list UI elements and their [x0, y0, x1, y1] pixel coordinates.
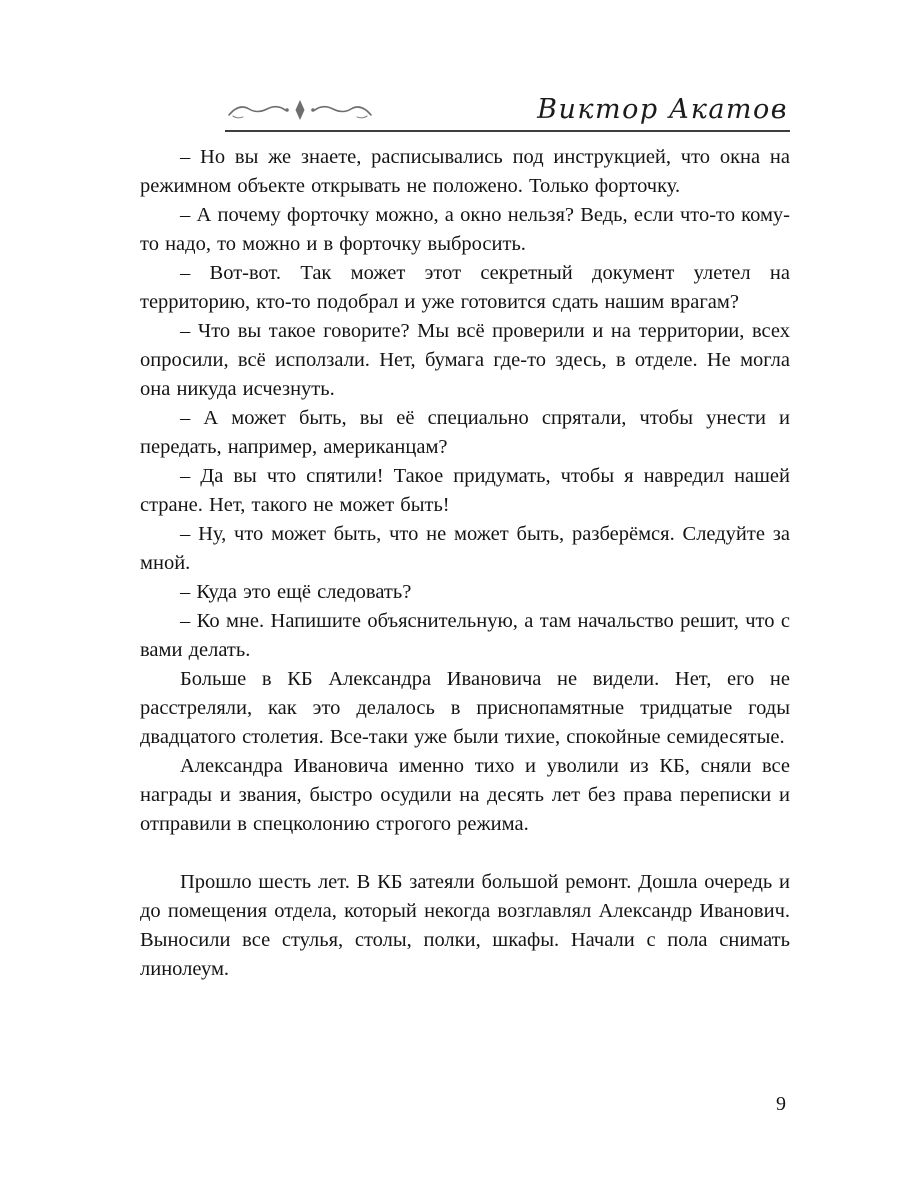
- paragraph: Прошло шесть лет. В КБ затеяли большой ремонт. Дошла очередь и до помещения отдела, который некогда возглавлял Александр Иванович. Выносили все стулья, столы, полки, шкафы. Начали с пола снимать линолеум.: [140, 871, 790, 980]
- flourish-ornament-icon: [225, 97, 375, 125]
- paragraph: – А может быть, вы её специально спрятали, чтобы унести и передать, например, американцам?: [140, 407, 790, 458]
- paragraph: – Ну, что может быть, что не может быть, разберёмся. Следуйте за мной.: [140, 523, 790, 574]
- paragraph: – А почему форточку можно, а окно нельзя? Ведь, если что-то кому-то надо, то можно и в форточку выбросить.: [140, 204, 790, 255]
- paragraph: – Но вы же знаете, расписывались под инструкцией, что окна на режимном объекте открывать не положено. Только форточку.: [140, 146, 790, 197]
- paragraph: – Куда это ещё следовать?: [180, 581, 412, 603]
- paragraph: – Что вы такое говорите? Мы всё проверили и на территории, всех опросили, всё исползали. Нет, бумага где-то здесь, в отделе. Не могла она никуда исчезнуть.: [140, 320, 790, 400]
- paragraph: – Ко мне. Напишите объяснительную, а там начальство решит, что с вами делать.: [140, 610, 790, 661]
- page-header: [225, 94, 790, 132]
- paragraph: – Да вы что спятили! Такое придумать, чтобы я навредил нашей стране. Нет, такого не может быть!: [140, 465, 790, 516]
- paragraph: – Вот-вот. Так может этот секретный документ улетел на территорию, кто-то подобрал и уже готовится сдать нашим врагам?: [140, 262, 790, 313]
- paragraph: Александра Ивановича именно тихо и уволили из КБ, сняли все награды и звания, быстро осудили на десять лет без права переписки и отправили в спецколонию строгого режима.: [140, 755, 790, 835]
- page-number: 9: [776, 1093, 786, 1115]
- author-name: Виктор Акатов: [537, 94, 788, 125]
- paragraph: Больше в КБ Александра Ивановича не видели. Нет, его не расстреляли, как это делалось в приснопамятные тридцатые годы двадцатого столетия. Все-таки уже были тихие, спокойные семидесятые.: [140, 668, 790, 748]
- page-body: [140, 143, 790, 984]
